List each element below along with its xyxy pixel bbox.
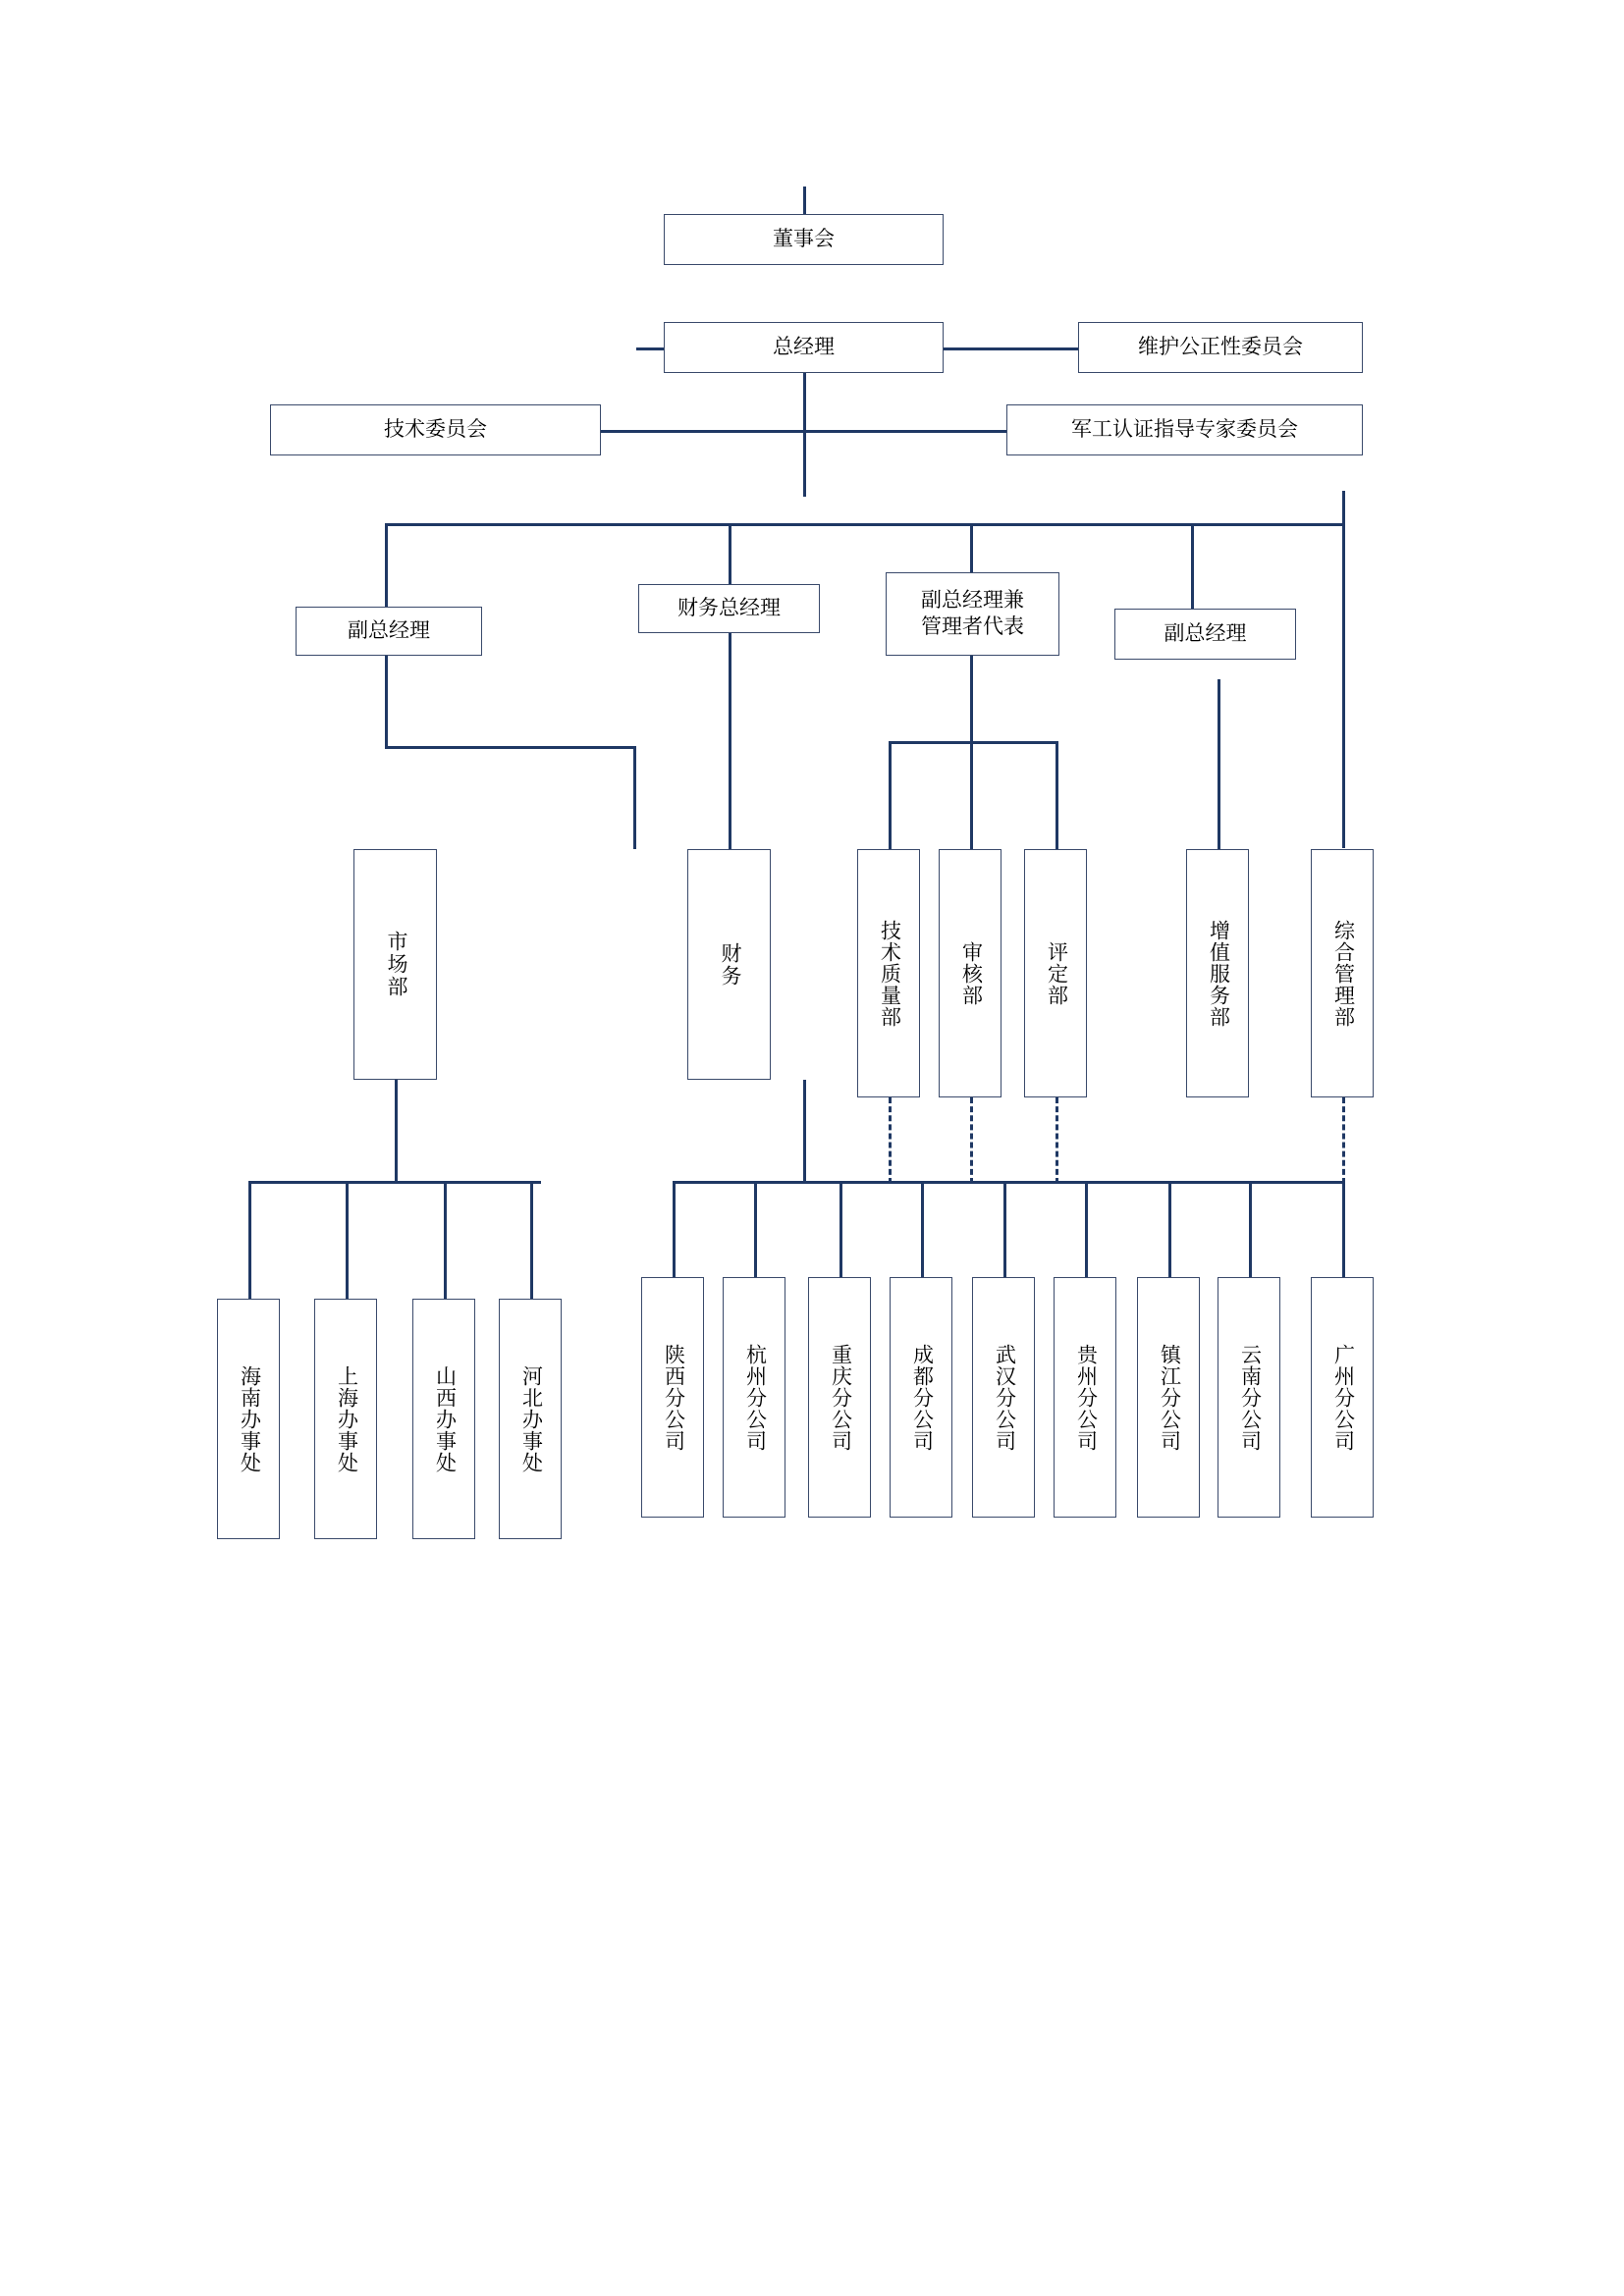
node-market-dept-box[interactable]: 市场部 [353, 849, 437, 1080]
connector-deputy-right-down [1218, 679, 1220, 851]
node-branch-8[interactable]: 广州分公司 [1311, 1277, 1374, 1518]
dashed-link-tech-quality [889, 1097, 892, 1184]
bus-executive-level [385, 523, 1345, 526]
connector-trunk-to-branches [803, 1080, 806, 1184]
node-value-added-dept[interactable]: 增值服务部 [1186, 849, 1249, 1097]
drop-branch-4 [1003, 1181, 1006, 1277]
node-board[interactable]: 董事会 [664, 214, 944, 265]
node-branch-5[interactable]: 贵州分公司 [1054, 1277, 1116, 1518]
node-branch-1[interactable]: 杭州分公司 [723, 1277, 785, 1518]
node-deputy-gm-mr[interactable] [886, 572, 1059, 656]
bus-offices [248, 1181, 541, 1184]
node-branch-0[interactable]: 陕西分公司 [641, 1277, 704, 1518]
node-general-admin-dept[interactable]: 综合管理部 [1311, 849, 1374, 1097]
node-tech-quality-dept[interactable]: 技术质量部 [857, 849, 920, 1097]
drop-general-admin [1342, 491, 1345, 848]
drop-tech-quality [889, 741, 892, 849]
drop-office-0 [248, 1181, 251, 1299]
node-deputy-gm-left[interactable]: 副总经理 [296, 607, 482, 656]
node-office-1[interactable]: 上海办事处 [314, 1299, 377, 1539]
drop-office-3 [530, 1181, 533, 1299]
node-branch-6[interactable]: 镇江分公司 [1137, 1277, 1200, 1518]
node-office-3[interactable]: 河北办事处 [499, 1299, 562, 1539]
drop-deputy-gm-mr [970, 523, 973, 576]
node-technical-committee[interactable]: 技术委员会 [270, 404, 601, 455]
node-office-0[interactable]: 海南办事处 [217, 1299, 280, 1539]
bus-mr-departments [889, 741, 1058, 744]
connector-market-down [633, 746, 636, 849]
node-deputy-gm-mr-line2: 管理者代表 [921, 614, 1024, 638]
node-branch-3[interactable]: 成都分公司 [890, 1277, 952, 1518]
node-general-manager[interactable]: 总经理 [664, 322, 944, 373]
node-cfo[interactable]: 财务总经理 [638, 584, 820, 633]
drop-branch-3 [921, 1181, 924, 1277]
node-branch-7[interactable]: 云南分公司 [1218, 1277, 1280, 1518]
connector-market-to-offices [395, 1080, 398, 1184]
drop-audit [970, 741, 973, 849]
node-finance-dept[interactable]: 财务 [687, 849, 771, 1080]
node-military-expert-committee[interactable]: 军工认证指导专家委员会 [1006, 404, 1363, 455]
drop-evaluation [1056, 741, 1058, 849]
connector-mr-down [970, 656, 973, 744]
node-evaluation-dept[interactable]: 评定部 [1024, 849, 1087, 1097]
connector-deputy-left-down [385, 656, 388, 749]
node-audit-dept[interactable]: 审核部 [939, 849, 1001, 1097]
drop-branch-7 [1249, 1181, 1252, 1277]
connector-cfo-to-finance [729, 633, 731, 849]
connector-deputy-left-to-market [385, 746, 636, 749]
drop-office-1 [346, 1181, 349, 1299]
connector-committees-horizontal [601, 430, 1006, 433]
drop-branch-8 [1342, 1181, 1345, 1277]
drop-office-2 [444, 1181, 447, 1299]
drop-branch-5 [1085, 1181, 1088, 1277]
node-branch-4[interactable]: 武汉分公司 [972, 1277, 1035, 1518]
node-impartiality-committee[interactable]: 维护公正性委员会 [1078, 322, 1363, 373]
node-office-2[interactable]: 山西办事处 [412, 1299, 475, 1539]
dashed-link-evaluation [1056, 1097, 1058, 1184]
drop-branch-1 [754, 1181, 757, 1277]
drop-deputy-gm-right [1191, 523, 1194, 612]
drop-branch-2 [839, 1181, 842, 1277]
drop-cfo [729, 523, 731, 587]
dashed-link-general-admin [1342, 1097, 1345, 1184]
node-deputy-gm-mr-line1: 副总经理兼 [921, 588, 1024, 612]
drop-branch-0 [673, 1181, 676, 1277]
dashed-link-audit [970, 1097, 973, 1184]
drop-branch-6 [1168, 1181, 1171, 1277]
node-branch-2[interactable]: 重庆分公司 [808, 1277, 871, 1518]
node-deputy-gm-right[interactable]: 副总经理 [1114, 609, 1296, 660]
bus-branches [673, 1181, 1344, 1184]
